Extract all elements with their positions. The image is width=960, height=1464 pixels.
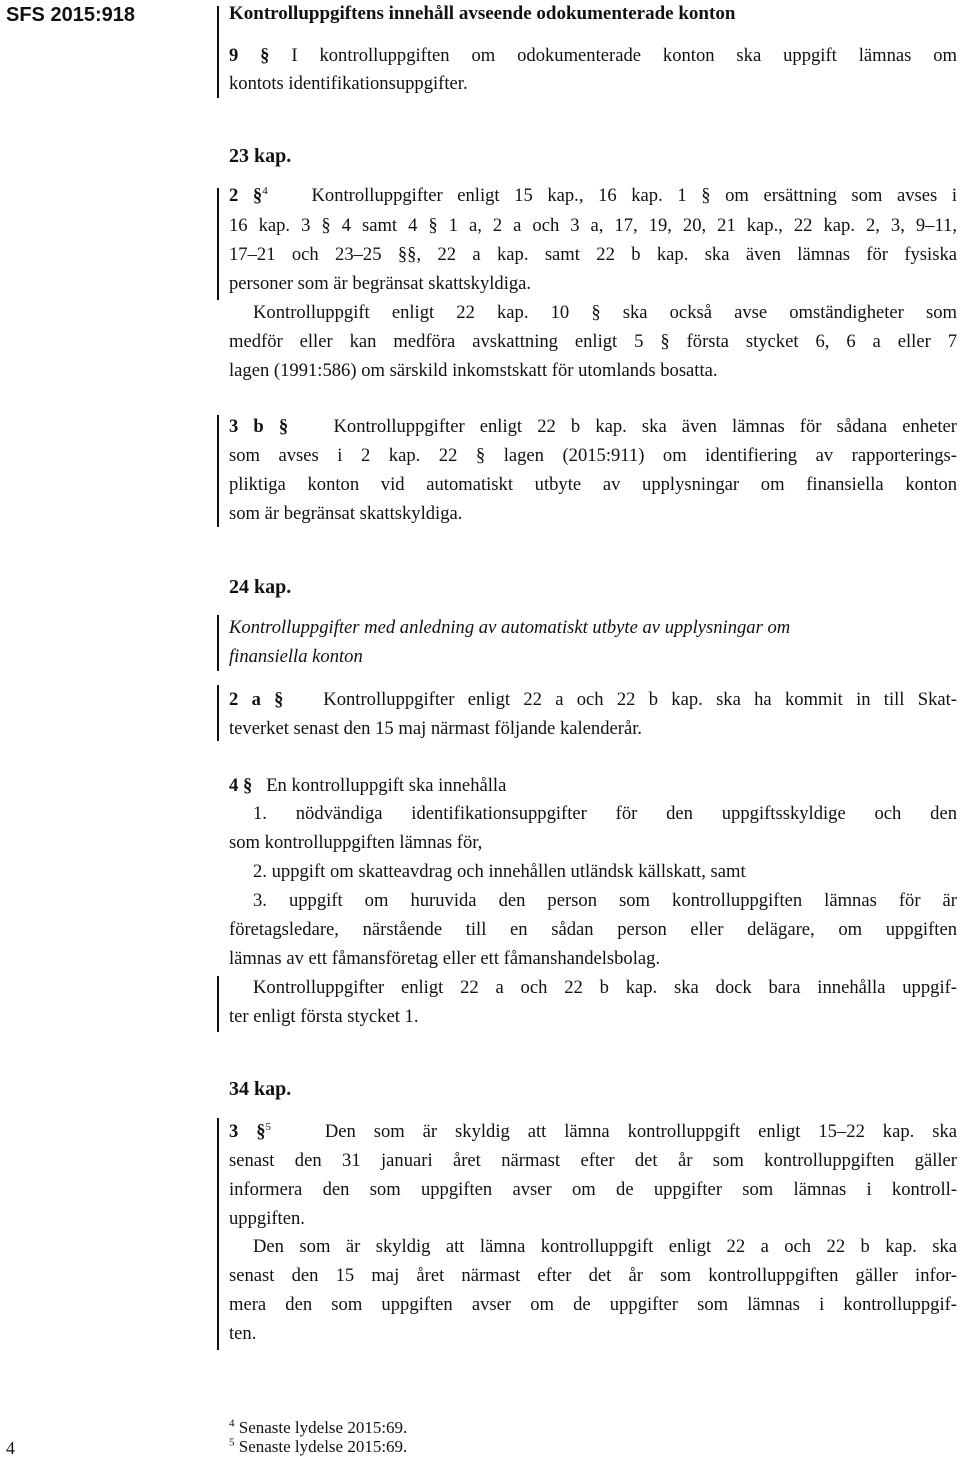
list-item: 3. uppgift om huruvida den person som kontrolluppgiften lämnas för är	[253, 890, 957, 911]
paragraph-line: ter enligt första stycket 1.	[229, 1006, 419, 1027]
paragraph-line: 17–21 och 23–25 §§, 22 a kap. samt 22 b kap. ska även lämnas för fysiska	[229, 244, 957, 265]
paragraph-number: 3 §	[229, 1121, 266, 1142]
section-subheading: finansiella konton	[229, 646, 363, 667]
change-bar	[217, 685, 219, 741]
paragraph-line: senast den 15 maj året närmast efter det år som kontrolluppgiften gäller infor-	[229, 1265, 957, 1286]
paragraph-line: mera den som uppgiften avser om de uppgifter som lämnas i kontrolluppgif-	[229, 1294, 957, 1315]
paragraph-line: medför eller kan medföra avskattning enligt 5 § första stycket 6, 6 a eller 7	[229, 331, 957, 352]
paragraph-number: 9 §	[229, 45, 270, 66]
footnote-ref: 5	[265, 1120, 272, 1133]
list-item-continued: lämnas av ett fåmansföretag eller ett fåmanshandelsbolag.	[229, 948, 661, 969]
page-number: 4	[6, 1438, 15, 1458]
paragraph-line: Kontrolluppgifter enligt 22 a och 22 b kap. ska dock bara innehålla uppgif-	[253, 977, 957, 998]
list-item: 1. nödvändiga identifikationsuppgifter för den uppgiftsskyldige och den	[253, 803, 957, 824]
footnote-mark: 4	[229, 1417, 235, 1430]
change-bar	[217, 976, 219, 1032]
change-bar	[217, 615, 219, 671]
change-bar	[217, 6, 219, 98]
paragraph-line: 2 §$^4$ Kontrolluppgifter enligt 15 kap., 16 kap. 1 § om ersättning som avses i	[229, 184, 957, 206]
paragraph-number: 4 §	[229, 775, 253, 796]
sfs-number: SFS 2015:918	[6, 4, 135, 26]
paragraph-line: 2 a § Kontrolluppgifter enligt 22 a och 22 b kap. ska ha kommit in till Skat-	[229, 689, 957, 710]
paragraph-line: 9 § I kontrolluppgiften om odokumenterade konton ska uppgift lämnas om	[229, 45, 957, 66]
chapter-heading: 24 kap.	[229, 576, 292, 598]
paragraph-line: pliktiga konton vid automatiskt utbyte av upplysningar om finansiella konton	[229, 474, 957, 495]
section-heading: Kontrolluppgiftens innehåll avseende odokumenterade konton	[229, 3, 736, 24]
paragraph-line: kontots identifikationsuppgifter.	[229, 73, 468, 94]
paragraph-line: 16 kap. 3 § 4 samt 4 § 1 a, 2 a och 3 a, 17, 19, 20, 21 kap., 22 kap. 2, 3, 9–11,	[229, 215, 957, 236]
paragraph-line: personer som är begränsat skattskyldiga.	[229, 273, 532, 294]
paragraph-line: teverket senast den 15 maj närmast följande kalenderår.	[229, 718, 643, 739]
paragraph-line: uppgiften.	[229, 1208, 305, 1229]
paragraph-line: senast den 31 januari året närmast efter det år som kontrolluppgiften gäller	[229, 1150, 957, 1171]
list-item-continued: som kontrolluppgiften lämnas för,	[229, 832, 483, 853]
paragraph-line: 3 b § Kontrolluppgifter enligt 22 b kap. ska även lämnas för sådana enheter	[229, 416, 957, 437]
footnote-ref: 4	[262, 184, 268, 197]
section-subheading: Kontrolluppgifter med anledning av automatiskt utbyte av upplysningar om	[229, 617, 791, 638]
paragraph-number: 2 §	[229, 185, 263, 206]
chapter-heading: 34 kap.	[229, 1078, 292, 1100]
paragraph-line: lagen (1991:586) om särskild inkomstskatt för utomlands bosatta.	[229, 360, 718, 381]
change-bar	[217, 415, 219, 527]
footnote: $^5$ Senaste lydelse 2015:69.	[229, 1436, 408, 1456]
footnote-mark: 5	[229, 1436, 235, 1449]
paragraph-line: informera den som uppgiften avser om de uppgifter som lämnas i kontroll-	[229, 1179, 957, 1200]
paragraph-number: 2 a §	[229, 689, 284, 710]
paragraph-line: Kontrolluppgift enligt 22 kap. 10 § ska också avse omständigheter som	[253, 302, 957, 323]
paragraph-line: Den som är skyldig att lämna kontrolluppgift enligt 22 a och 22 b kap. ska	[253, 1236, 957, 1257]
paragraph-line: ten.	[229, 1323, 257, 1344]
paragraph-line: 3 §$^5$ Den som är skyldig att lämna kontrolluppgift enligt 15–22 kap. ska	[229, 1120, 958, 1142]
change-bar	[217, 1118, 219, 1350]
list-item-continued: företagsledare, närstående till en sådan person eller delägare, om uppgiften	[229, 919, 957, 940]
change-bar	[217, 188, 219, 300]
paragraph-number: 3 b §	[229, 416, 289, 437]
list-item: 2. uppgift om skatteavdrag och innehållen utländsk källskatt, samt	[253, 861, 746, 882]
paragraph-line: 4 § En kontrolluppgift ska innehålla	[229, 775, 507, 796]
footnote: $^4$ Senaste lydelse 2015:69.	[229, 1417, 408, 1437]
paragraph-line: som är begränsat skattskyldiga.	[229, 503, 463, 524]
chapter-heading: 23 kap.	[229, 145, 292, 167]
paragraph-line: som avses i 2 kap. 22 § lagen (2015:911) om identifiering av rapporterings-	[229, 445, 957, 466]
